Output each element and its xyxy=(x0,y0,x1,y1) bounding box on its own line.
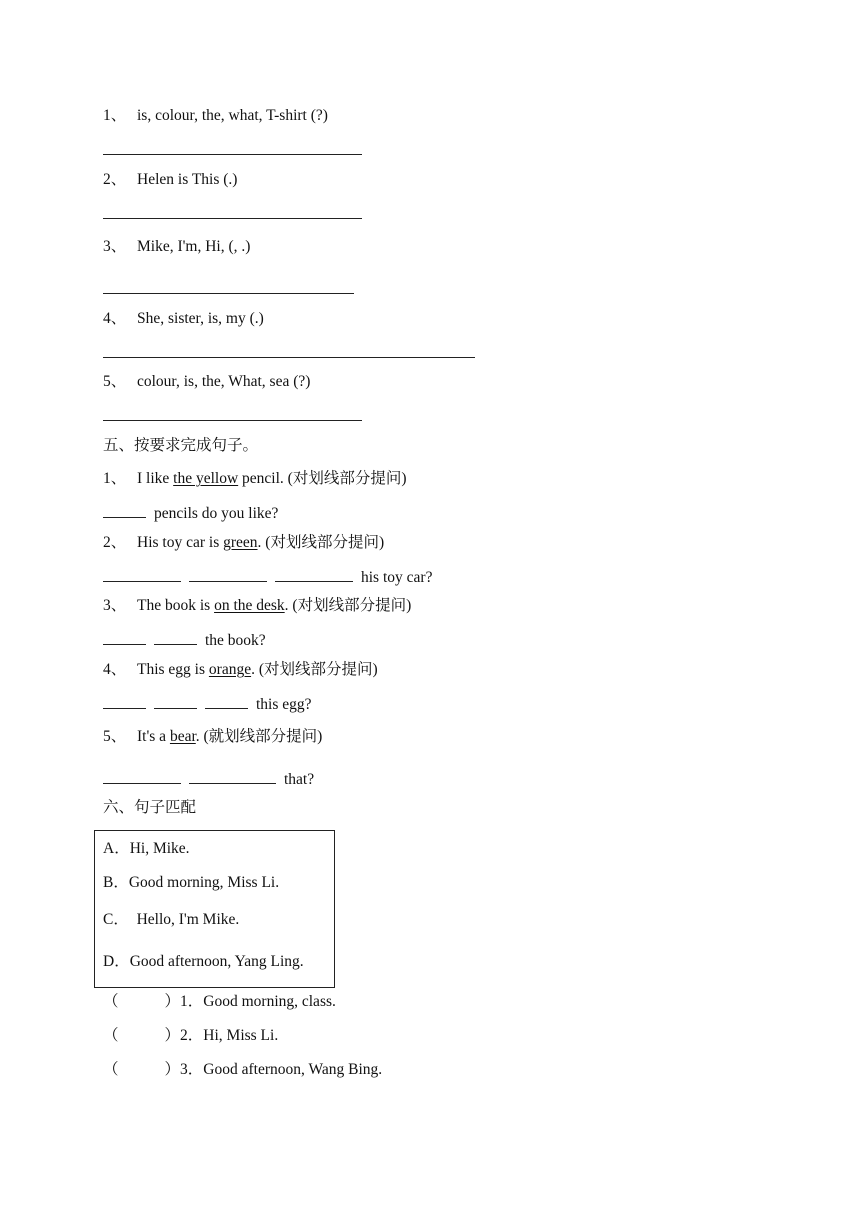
answer-row-1: pencils do you like? xyxy=(103,502,278,524)
reorder-item-5: 5、 colour, is, the, What, sea (?) xyxy=(103,373,311,390)
match-question-1: （ ）1．Good morning, class. xyxy=(103,993,336,1010)
question-item-4: 4、 This egg is orange. (对划线部分提问) xyxy=(103,661,378,678)
answer-line-1[interactable] xyxy=(103,154,362,155)
question-item-3: 3、 The book is on the desk. (对划线部分提问) xyxy=(103,597,412,614)
answer-blank[interactable] xyxy=(103,768,181,784)
answer-row-2: his toy car? xyxy=(103,566,432,588)
answer-blank[interactable] xyxy=(275,566,353,582)
underlined-phrase: on the desk xyxy=(214,597,285,614)
answer-blank[interactable] xyxy=(189,768,276,784)
answer-blank[interactable] xyxy=(103,629,146,645)
option-b: B．Good morning, Miss Li. xyxy=(103,874,280,891)
answer-row-5: that? xyxy=(103,768,314,790)
reorder-item-1: 1、 is, colour, the, what, T-shirt (?) xyxy=(103,107,328,124)
question-item-5: 5、 It's a bear. (就划线部分提问) xyxy=(103,728,323,745)
underlined-phrase: green xyxy=(223,534,258,551)
section-5-title: 五、按要求完成句子。 xyxy=(103,437,259,454)
answer-line-3[interactable] xyxy=(103,293,354,294)
section-6-title: 六、句子匹配 xyxy=(103,799,197,816)
answer-blank[interactable] xyxy=(205,693,248,709)
answer-blank[interactable] xyxy=(103,566,181,582)
option-a: A．Hi, Mike. xyxy=(103,840,190,857)
answer-blank[interactable] xyxy=(103,502,146,518)
answer-blank[interactable] xyxy=(154,693,197,709)
match-question-3: （ ）3．Good afternoon, Wang Bing. xyxy=(103,1061,383,1078)
answer-blank[interactable] xyxy=(189,566,267,582)
answer-line-5[interactable] xyxy=(103,420,362,421)
answer-blank[interactable] xyxy=(103,693,146,709)
reorder-item-3: 3、 Mike, I'm, Hi, (, .) xyxy=(103,238,251,255)
answer-line-2[interactable] xyxy=(103,218,362,219)
underlined-phrase: bear xyxy=(169,728,196,745)
question-item-1: 1、 I like the yellow pencil. (对划线部分提问) xyxy=(103,470,407,487)
answer-blank[interactable] xyxy=(154,629,197,645)
underlined-phrase: orange xyxy=(208,661,252,678)
option-c: C． Hello, I'm Mike. xyxy=(103,911,240,928)
reorder-item-4: 4、 She, sister, is, my (.) xyxy=(103,310,264,327)
question-item-2: 2、 His toy car is green. (对划线部分提问) xyxy=(103,534,385,551)
answer-line-4[interactable] xyxy=(103,357,475,358)
reorder-item-2: 2、 Helen is This (.) xyxy=(103,171,238,188)
answer-row-3: the book? xyxy=(103,629,266,651)
option-d: D．Good afternoon, Yang Ling. xyxy=(103,953,304,970)
answer-row-4: this egg? xyxy=(103,693,312,715)
match-question-2: （ ）2．Hi, Miss Li. xyxy=(103,1027,279,1044)
underlined-phrase: the yellow xyxy=(173,470,239,487)
